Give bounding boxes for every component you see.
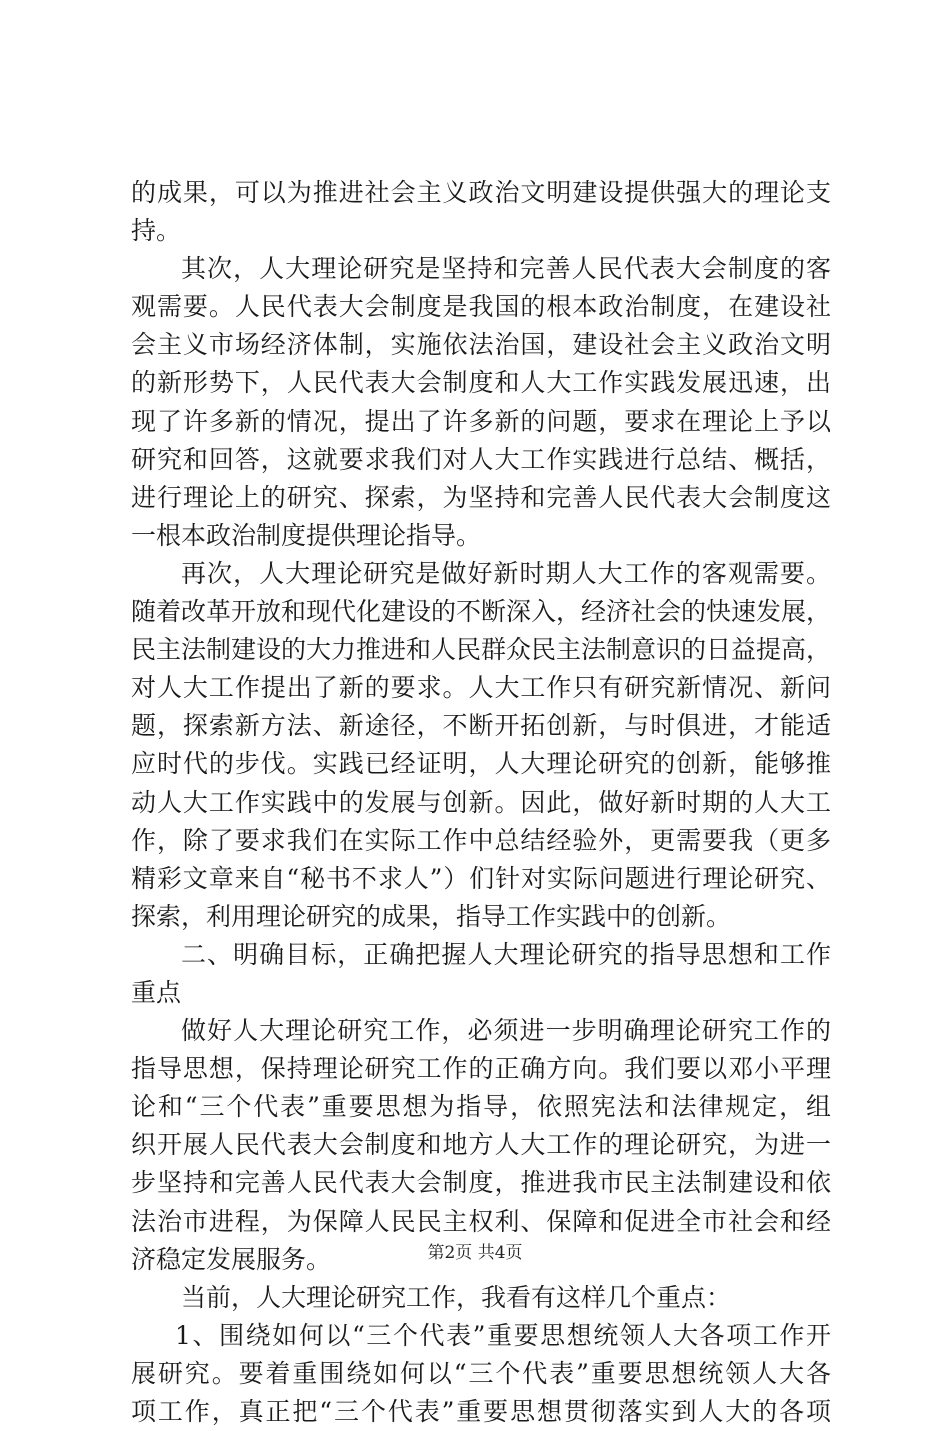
text-line: 再次，人大理论研究是做好新时期人大工作的客观需要。 <box>181 558 831 588</box>
page-footer: 第2页 共4页 <box>427 1243 523 1263</box>
text-line: 探索，利用理论研究的成果，指导工作实践中的创新。 <box>131 901 732 931</box>
text-line: 织开展人民代表大会制度和地方人大工作的理论研究，为进一 <box>131 1130 831 1160</box>
text-line: 法治市进程，为保障人民民主权利、保障和促进全市社会和经 <box>131 1206 831 1236</box>
text-line: 民主法制建设的大力推进和人民群众民主法制意识的日益提高， <box>131 635 831 665</box>
text-line: 现了许多新的情况，提出了许多新的问题，要求在理论上予以 <box>131 406 831 436</box>
text-line: 1、围绕如何以“三个代表”重要思想统领人大各项工作开 <box>175 1320 831 1350</box>
text-line: 论和“三个代表”重要思想为指导，依照宪法和法律规定，组 <box>131 1092 831 1122</box>
text-line: 会主义市场经济体制，实施依法治国，建设社会主义政治文明 <box>131 330 831 360</box>
text-line: 应时代的步伐。实践已经证明，人大理论研究的创新，能够推 <box>131 749 831 779</box>
text-line: 的新形势下，人民代表大会制度和人大工作实践发展迅速，出 <box>131 368 831 398</box>
text-line: 步坚持和完善人民代表大会制度，推进我市民主法制建设和依 <box>131 1168 831 1198</box>
text-line: 对人大工作提出了新的要求。人大工作只有研究新情况、新问 <box>131 673 831 703</box>
text-line: 持。 <box>131 216 182 246</box>
text-line: 观需要。人民代表大会制度是我国的根本政治制度，在建设社 <box>131 292 831 322</box>
text-line: 作，除了要求我们在实际工作中总结经验外，更需要我（更多 <box>131 825 831 855</box>
text-line: 指导思想，保持理论研究工作的正确方向。我们要以邓小平理 <box>131 1054 831 1084</box>
text-line: 进行理论上的研究、探索，为坚持和完善人民代表大会制度这 <box>131 482 831 512</box>
text-line: 随着改革开放和现代化建设的不断深入，经济社会的快速发展， <box>131 597 831 627</box>
text-line: 一根本政治制度提供理论指导。 <box>131 520 482 550</box>
text-line: 研究和回答，这就要求我们对人大工作实践进行总结、概括， <box>131 444 831 474</box>
text-line: 动人大工作实践中的发展与创新。因此，做好新时期的人大工 <box>131 787 831 817</box>
text-line: 项工作，真正把“三个代表”重要思想贯彻落实到人大的各项 <box>131 1397 831 1426</box>
text-line: 精彩文章来自“秘书不求人”）们针对实际问题进行理论研究、 <box>131 863 831 893</box>
text-line: 济稳定发展服务。 <box>131 1244 332 1274</box>
text-line: 展研究。要着重围绕如何以“三个代表”重要思想统领人大各 <box>131 1358 831 1388</box>
text-line: 重点 <box>131 977 182 1007</box>
text-line: 二、明确目标，正确把握人大理论研究的指导思想和工作 <box>181 939 831 969</box>
text-line: 其次，人大理论研究是坚持和完善人民代表大会制度的客 <box>181 254 831 284</box>
text-line: 题，探索新方法、新途径，不断开拓创新，与时俱进，才能适 <box>131 711 831 741</box>
text-line: 做好人大理论研究工作，必须进一步明确理论研究工作的 <box>181 1016 831 1046</box>
text-line: 当前，人大理论研究工作，我看有这样几个重点： <box>181 1282 732 1312</box>
text-line: 的成果，可以为推进社会主义政治文明建设提供强大的理论支 <box>131 178 831 207</box>
